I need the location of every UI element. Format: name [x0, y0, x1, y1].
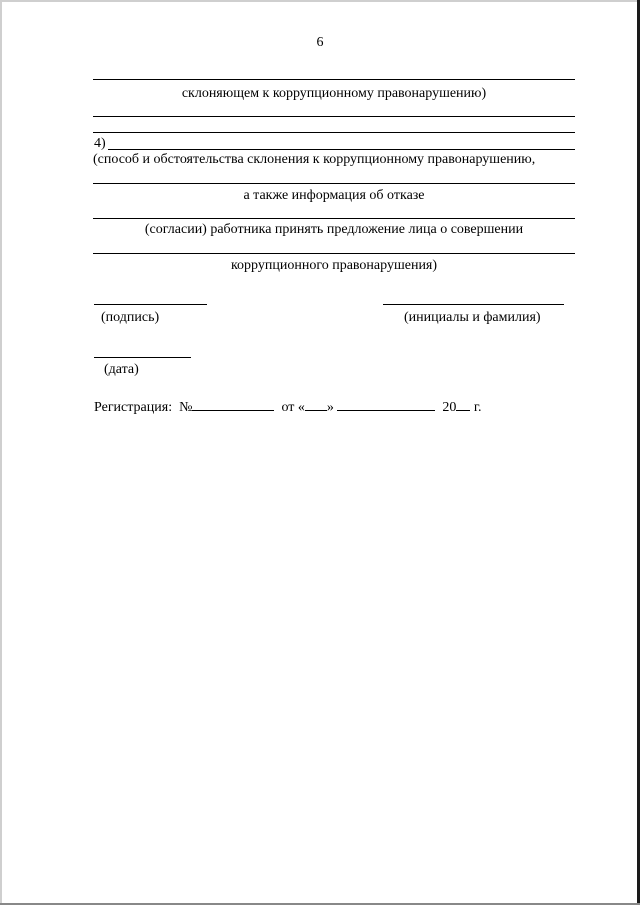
section-4-caption-line-3: (согласии) работника принять предложение лица о совершении [144, 222, 524, 237]
fill-line [93, 116, 575, 117]
fill-line [93, 183, 575, 184]
section-3-caption: склоняющем к коррупционному правонарушению) [181, 86, 487, 101]
fill-line [93, 253, 575, 254]
quote-close: » [326, 400, 334, 415]
year-prefix: 20 [442, 400, 457, 415]
name-line [383, 304, 564, 305]
signature-label: (подпись) [101, 310, 160, 325]
fill-line [93, 132, 575, 133]
registration-number-blank [192, 398, 274, 411]
page-border-top [0, 0, 640, 2]
section-4-caption-line-2: а также информация об отказе [243, 188, 425, 203]
page-number: 6 [316, 35, 324, 50]
signature-line [94, 304, 207, 305]
number-sign: № [179, 400, 193, 415]
fill-line [93, 218, 575, 219]
section-4-caption-line-1: (способ и обстоятельства склонения к коррупционному правонарушению, [93, 152, 536, 167]
from-label: от « [281, 400, 305, 415]
date-label: (дата) [104, 362, 139, 377]
year-blank [456, 398, 470, 411]
fill-line [93, 79, 575, 80]
day-blank [305, 398, 327, 411]
registration-line [94, 398, 482, 416]
page-border-left [0, 0, 2, 905]
name-label: (инициалы и фамилия) [404, 310, 541, 325]
section-4-number: 4) [94, 136, 106, 151]
registration-label: Регистрация: [94, 400, 173, 415]
month-blank [337, 398, 435, 411]
year-suffix: г. [473, 400, 482, 415]
fill-line [108, 149, 575, 150]
section-4-caption-line-4: коррупционного правонарушения) [230, 258, 438, 273]
date-line [94, 357, 191, 358]
